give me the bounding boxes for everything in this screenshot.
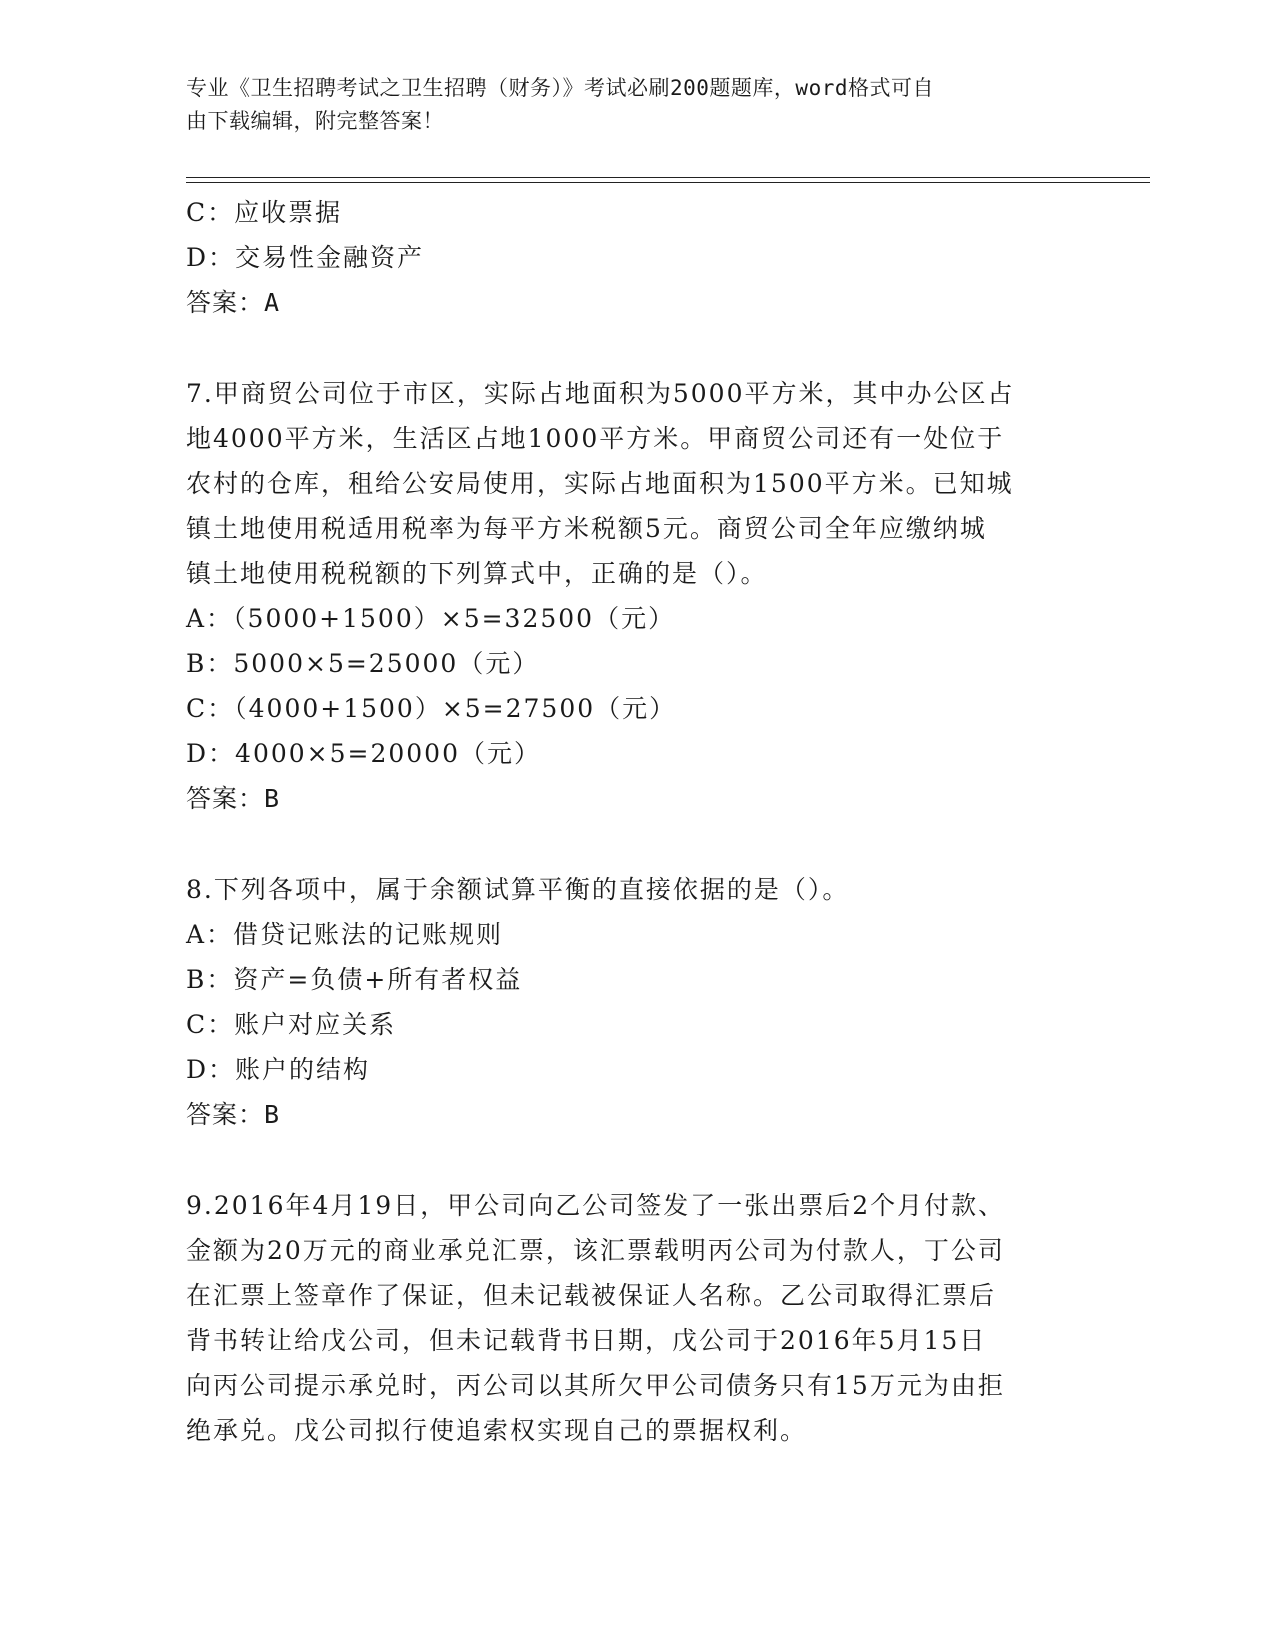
- header-divider-bottom: [186, 182, 1150, 183]
- previous-question-tail: [186, 190, 1086, 325]
- question-text-line: 8.下列各项中，属于余额试算平衡的直接依据的是（）。: [186, 875, 850, 904]
- header-divider-top: [186, 177, 1150, 178]
- option-d: D：交易性金融资产: [186, 243, 425, 272]
- option-d: D：4000×5=20000（元）: [186, 739, 541, 768]
- question-text-line: 农村的仓库，租给公安局使用，实际占地面积为1500平方米。已知城: [186, 469, 1014, 498]
- question-text-line: 绝承兑。戊公司拟行使追索权实现自己的票据权利。: [186, 1416, 808, 1445]
- question-text-line: 镇土地使用税适用税率为每平方米税额5元。商贸公司全年应缴纳城: [186, 514, 987, 543]
- header-line-1: 专业《卫生招聘考试之卫生招聘（财务）》考试必刷200题题库，word格式可自: [186, 76, 934, 100]
- option-c: C：账户对应关系: [186, 1010, 397, 1039]
- header-line-2: 由下载编辑，附完整答案！: [186, 109, 444, 133]
- question-text-line: 镇土地使用税税额的下列算式中，正确的是（）。: [186, 559, 768, 588]
- question-9: [186, 1183, 1086, 1453]
- option-a: A：借贷记账法的记账规则: [186, 920, 504, 949]
- question-text-line: 在汇票上签章作了保证，但未记载被保证人名称。乙公司取得汇票后: [186, 1281, 997, 1310]
- option-c: C：应收票据: [186, 198, 343, 227]
- document-body: [186, 190, 1086, 1453]
- question-text-line: 金额为20万元的商业承兑汇票，该汇票载明丙公司为付款人，丁公司: [186, 1236, 1005, 1265]
- question-text-line: 背书转让给戊公司，但未记载背书日期，戊公司于2016年5月15日: [186, 1326, 987, 1355]
- option-b: B：资产=负债+所有者权益: [186, 965, 523, 994]
- answer: 答案：B: [186, 1100, 281, 1129]
- option-a: A：（5000+1500）×5=32500（元）: [186, 604, 676, 633]
- option-c: C：（4000+1500）×5=27500（元）: [186, 694, 677, 723]
- question-text-line: 7.甲商贸公司位于市区，实际占地面积为5000平方米，其中办公区占: [186, 379, 1015, 408]
- answer: 答案：A: [186, 288, 281, 317]
- question-8: [186, 867, 1086, 1137]
- option-d: D：账户的结构: [186, 1055, 371, 1084]
- question-text-line: 地4000平方米，生活区占地1000平方米。甲商贸公司还有一处位于: [186, 424, 1005, 453]
- answer: 答案：B: [186, 784, 281, 813]
- document-header: [186, 72, 1066, 138]
- option-b: B：5000×5=25000（元）: [186, 649, 540, 678]
- question-7: [186, 371, 1086, 821]
- question-text-line: 9.2016年4月19日，甲公司向乙公司签发了一张出票后2个月付款、: [186, 1191, 1006, 1220]
- question-text-line: 向丙公司提示承兑时，丙公司以其所欠甲公司债务只有15万元为由拒: [186, 1371, 1005, 1400]
